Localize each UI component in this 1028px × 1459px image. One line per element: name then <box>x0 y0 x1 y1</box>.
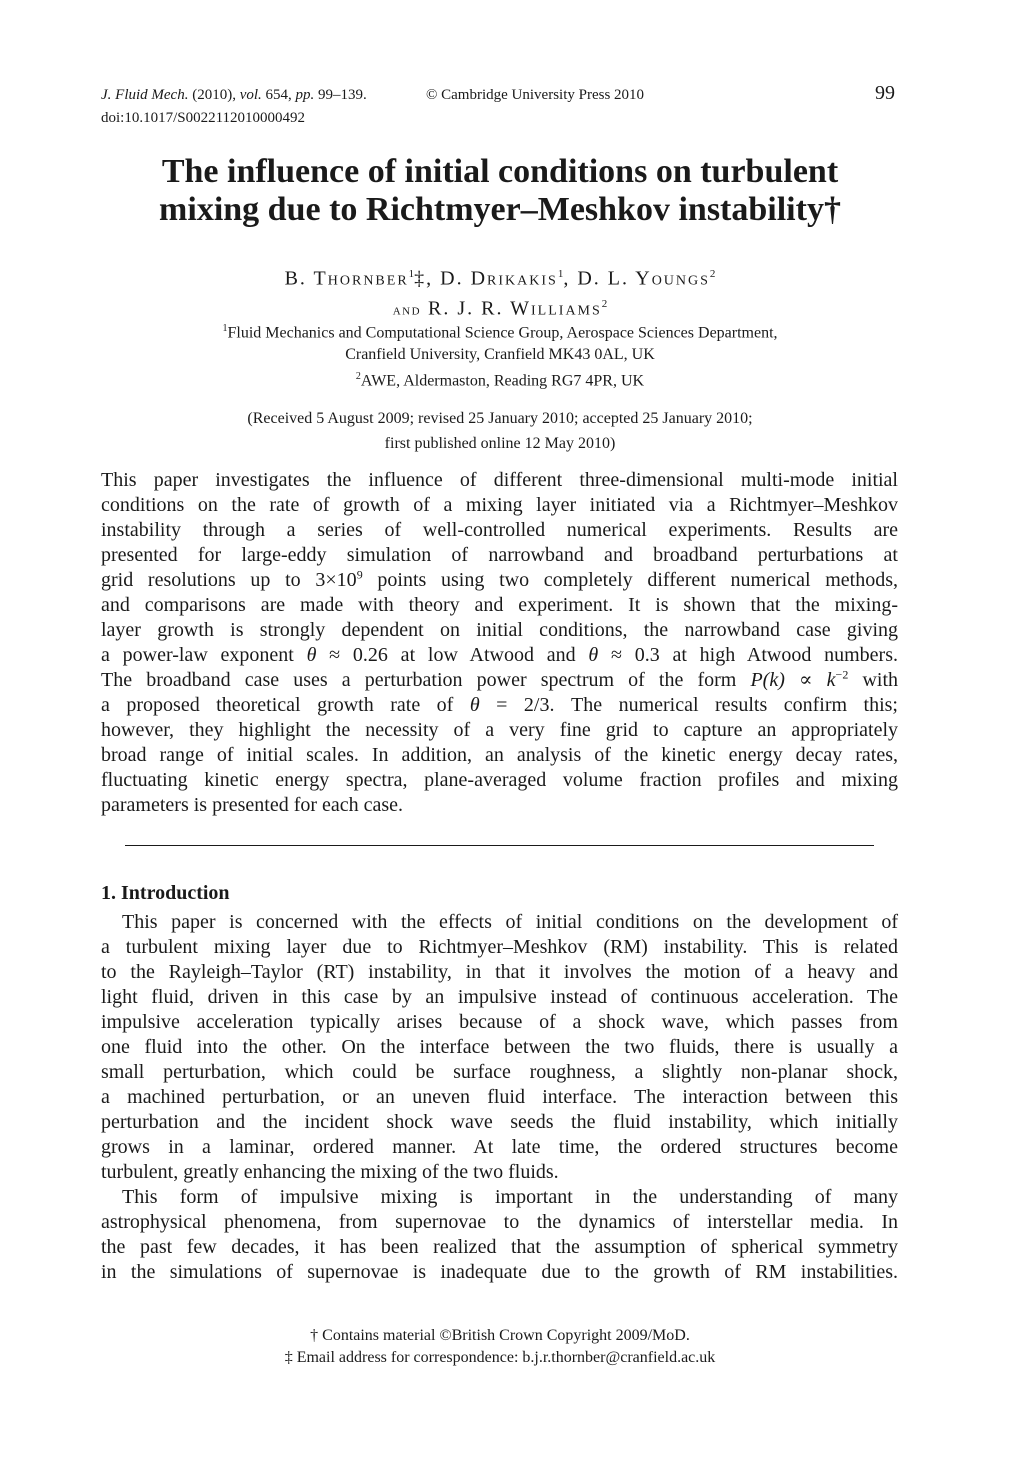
author-name: D. L. Youngs <box>577 267 710 290</box>
body-line: in the simulations of supernovae is inadequate due to the growth of RM instabilities. <box>101 1261 898 1283</box>
footnote-email: ‡ Email address for correspondence: b.j.r.thornber@cranfield.ac.uk <box>284 1349 716 1366</box>
copyright-notice: © Cambridge University Press 2010 <box>426 87 645 103</box>
affiliation-mark: 1 <box>557 268 564 280</box>
abstract-line: parameters is presented for each case. <box>101 794 404 816</box>
affiliation-text: Cranfield University, Cranfield MK43 0AL, UK <box>345 346 655 364</box>
introduction-text <box>101 910 898 1285</box>
body-line: impulsive acceleration typically arises because of a shock wave, which passes from <box>101 1011 898 1033</box>
exponent: −2 <box>835 667 849 682</box>
body-line: the past few decades, it has been realized that the assumption of spherical symmetry <box>101 1236 898 1258</box>
body-line: light fluid, driven in this case by an impulsive instead of continuous acceleration. The <box>101 986 898 1008</box>
abstract-line: instability through a series of well-controlled numerical experiments. Results are <box>101 519 898 541</box>
volume-label: vol. <box>239 87 262 103</box>
doi: doi:10.1017/S0022112010000492 <box>101 110 306 126</box>
abstract-line: presented for large-eddy simulation of narrowband and broadband perturbations at <box>101 544 898 566</box>
body-line: a machined perturbation, or an uneven fluid interface. The interaction between this <box>101 1086 898 1108</box>
section-divider <box>125 845 874 846</box>
body-line: small perturbation, which could be surface roughness, a slightly non-planar shock, <box>101 1061 898 1083</box>
abstract-line: grid resolutions up to $3\times 10^9$ points using two completely different numerical methods, <box>101 567 898 591</box>
abstract-line: layer growth is strongly dependent on initial conditions, the narrowband case giving <box>101 619 898 641</box>
abstract <box>101 468 898 818</box>
abstract-line: however, they highlight the necessity of a very fine grid to capture an appropriately <box>101 719 898 741</box>
body-line: to the Rayleigh–Taylor (RT) instability, in that it involves the motion of a heavy and <box>101 961 898 983</box>
author-conjunction: and <box>392 301 422 319</box>
body-line: a turbulent mixing layer due to Richtmyer–Meshkov (RM) instability. This is related <box>101 936 898 958</box>
affiliation-text: AWE, Aldermaston, Reading RG7 4PR, UK <box>360 372 645 390</box>
math-symbol: P(k) <box>750 669 785 691</box>
math-symbol: θ <box>306 644 317 666</box>
math-symbol: θ <box>469 694 480 716</box>
author-name: R. J. R. Williams <box>428 297 602 320</box>
received-line-2: first published online 12 May 2010) <box>384 435 616 452</box>
body-line: turbulent, greatly enhancing the mixing of the two fluids. <box>101 1161 559 1183</box>
page-number: 99 <box>875 82 895 104</box>
abstract-line: broad range of initial scales. In addition, an analysis of the kinetic energy decay rates, <box>101 744 898 766</box>
pages-label: pp. <box>295 87 315 103</box>
abstract-line: a power-law exponent θ ≈ 0.26 at low Atwood and θ ≈ 0.3 at high Atwood numbers. <box>101 644 898 666</box>
body-line: This form of impulsive mixing is important in the understanding of many <box>122 1186 898 1208</box>
abstract-line: The broadband case uses a perturbation power spectrum of the form $P(k) \propto k^{-2}$ with <box>101 667 898 691</box>
journal-name: J. Fluid Mech. <box>101 87 189 103</box>
affiliation-text: Fluid Mechanics and Computational Science Group, Aerospace Sciences Department, <box>227 324 778 342</box>
footnote-dagger: † Contains material ©British Crown Copyright 2009/MoD. <box>310 1327 690 1344</box>
author-name: B. Thornber <box>284 267 409 290</box>
affiliation-mark: 2 <box>601 297 608 310</box>
affiliation-2 <box>60 366 940 392</box>
abstract-line: and comparisons are made with theory and experiment. It is shown that the mixing- <box>101 594 898 616</box>
section-heading: 1. Introduction <box>101 882 230 904</box>
abstract-line: This paper investigates the influence of different three-dimensional multi-mode initial <box>101 469 898 491</box>
abstract-line: conditions on the rate of growth of a mixing layer initiated via a Richtmyer–Meshkov <box>101 494 898 516</box>
paper-title <box>60 153 940 229</box>
author-list <box>60 262 940 322</box>
body-line: perturbation and the incident shock wave seeds the fluid instability, which initially <box>101 1111 898 1133</box>
corresponding-mark: ‡, <box>414 267 434 290</box>
math-symbol: θ <box>588 644 599 666</box>
body-line: one fluid into the other. On the interface between the two fluids, there is usually a <box>101 1036 898 1058</box>
body-line: grows in a laminar, ordered manner. At late time, the ordered structures become <box>101 1136 898 1158</box>
journal-citation <box>101 86 367 104</box>
journal-year: (2010), <box>192 87 236 103</box>
affiliation-mark: 2 <box>709 268 716 280</box>
volume-number: 654, <box>265 87 292 103</box>
abstract-line: fluctuating kinetic energy spectra, plane-averaged volume fraction profiles and mixing <box>101 769 898 791</box>
received-line-1: (Received 5 August 2009; revised 25 January 2010; accepted 25 January 2010; <box>247 410 753 427</box>
page-range: 99–139. <box>318 87 367 103</box>
body-line: astrophysical phenomena, from supernovae to the dynamics of interstellar media. In <box>101 1211 898 1233</box>
affiliation-mark: 1 <box>408 268 415 280</box>
affiliation-1 <box>60 318 940 366</box>
title-line-1: The influence of initial conditions on turbulent <box>161 153 839 190</box>
author-name: D. Drikakis <box>440 267 558 290</box>
math-symbol: k <box>826 669 836 691</box>
affiliation-mark: 1 <box>222 323 228 334</box>
exponent: 9 <box>356 567 363 582</box>
received-dates <box>60 406 940 456</box>
author-line-1: B. Thornber$^1$‡, D. Drikakis$^1$, D. L. Youngs$^2$ <box>284 267 716 290</box>
body-line: This paper is concerned with the effects of initial conditions on the development of <box>122 911 898 933</box>
abstract-line: a proposed theoretical growth rate of θ = 2/3. The numerical results confirm this; <box>101 694 898 716</box>
affiliation-mark: 2 <box>355 371 361 382</box>
title-line-2: mixing due to Richtmyer–Meshkov instability† <box>159 191 841 228</box>
